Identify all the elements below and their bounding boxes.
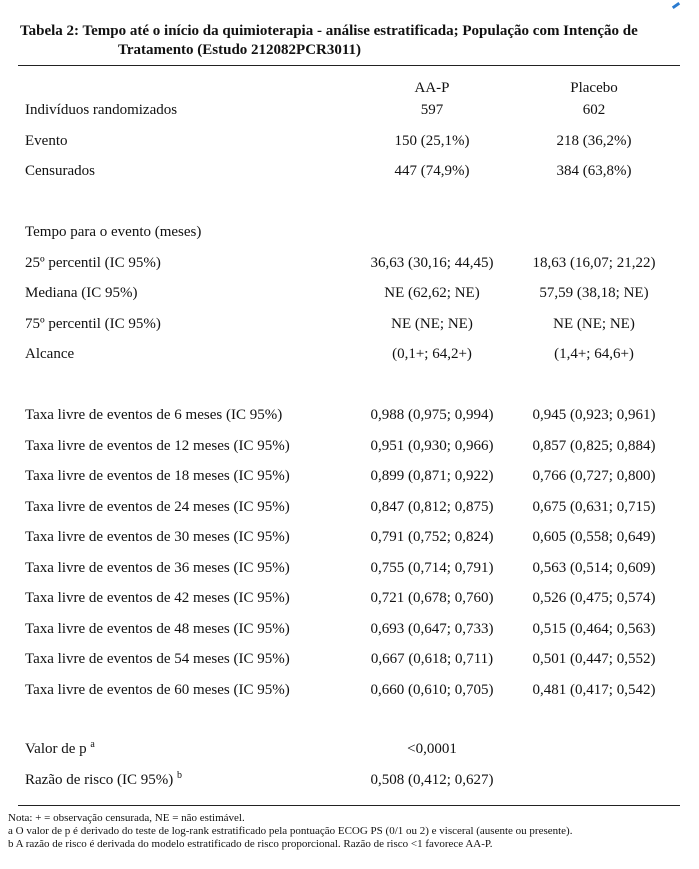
table-row	[0, 770, 699, 790]
row-label: Taxa livre de eventos de 42 meses (IC 95%)	[25, 590, 290, 606]
note-line: a O valor de p é derivado do teste de log-rank estratificado pela pontuação ECOG PS (0/1 ou 2) e visceral (ausente ou presente).	[8, 825, 573, 837]
table-row	[0, 253, 699, 273]
cell-placebo: 0,501 (0,447; 0,552)	[532, 651, 656, 667]
row-label: Taxa livre de eventos de 60 meses (IC 95%)	[25, 682, 290, 698]
row-label-text: Valor de p	[25, 741, 87, 757]
row-label: Taxa livre de eventos de 30 meses (IC 95%)	[25, 529, 290, 545]
row-label: Taxa livre de eventos de 12 meses (IC 95%)	[25, 438, 290, 454]
note-line: Nota: + = observação censurada, NE = não estimável.	[8, 812, 245, 824]
row-label: Alcance	[25, 346, 75, 362]
row-label: Taxa livre de eventos de 48 meses (IC 95%)	[25, 621, 290, 637]
cell-aa-p: 0,755 (0,714; 0,791)	[370, 560, 494, 576]
cell-placebo: 602	[582, 102, 606, 118]
row-label: Mediana (IC 95%)	[25, 285, 138, 301]
table-row	[0, 344, 699, 364]
cell-placebo: 0,675 (0,631; 0,715)	[532, 499, 656, 515]
row-label: Evento	[25, 133, 68, 149]
cell-placebo: 0,605 (0,558; 0,649)	[532, 529, 656, 545]
row-label: Taxa livre de eventos de 6 meses (IC 95%)	[25, 407, 283, 423]
cell-placebo: 0,857 (0,825; 0,884)	[532, 438, 656, 454]
cell-placebo: 0,526 (0,475; 0,574)	[532, 590, 656, 606]
table-row	[0, 283, 699, 303]
row-label: 75º percentil (IC 95%)	[25, 316, 161, 332]
row-label: Taxa livre de eventos de 54 meses (IC 95%)	[25, 651, 290, 667]
table-row	[0, 739, 699, 759]
cell-placebo: 0,481 (0,417; 0,542)	[532, 682, 656, 698]
cell-aa-p: 447 (74,9%)	[394, 163, 470, 179]
cell-aa-p: 0,660 (0,610; 0,705)	[370, 682, 494, 698]
cell-placebo: 384 (63,8%)	[556, 163, 632, 179]
table-row	[0, 558, 699, 578]
cell-placebo: NE (NE; NE)	[553, 316, 635, 332]
cell-aa-p: 150 (25,1%)	[394, 133, 470, 149]
cell-aa-p: NE (NE; NE)	[391, 316, 473, 332]
cell-aa-p: 0,951 (0,930; 0,966)	[370, 438, 494, 454]
cell-aa-p: 0,791 (0,752; 0,824)	[370, 529, 494, 545]
table-title	[20, 22, 680, 60]
cell-aa-p: 0,693 (0,647; 0,733)	[370, 621, 494, 637]
row-label	[25, 770, 182, 790]
table-row	[0, 466, 699, 486]
cell-aa-p: 36,63 (30,16; 44,45)	[370, 255, 494, 271]
table-row	[0, 100, 699, 120]
cell-aa-p: 0,988 (0,975; 0,994)	[370, 407, 494, 423]
row-label-text: Razão de risco (IC 95%)	[25, 772, 174, 788]
row-label: Taxa livre de eventos de 18 meses (IC 95%)	[25, 468, 290, 484]
table-row	[0, 588, 699, 608]
table-title-line-2: Tratamento (Estudo 212082PCR3011)	[118, 42, 362, 58]
row-label: Indivíduos randomizados	[25, 102, 178, 118]
cell-aa-p: 0,899 (0,871; 0,922)	[370, 468, 494, 484]
table-row	[0, 405, 699, 425]
cell-aa-p: 597	[420, 102, 444, 118]
table-bottom-rule	[18, 805, 680, 806]
cell-aa-p: NE (62,62; NE)	[384, 285, 480, 301]
note-line: b A razão de risco é derivada do modelo estratificado de risco proporcional. Razão de risco <1 favorece AA-P.	[8, 838, 493, 850]
cell-placebo: (1,4+; 64,6+)	[554, 346, 634, 362]
table-row	[0, 497, 699, 517]
column-header-aa-p: AA-P	[414, 80, 450, 96]
table-row	[0, 436, 699, 456]
cell-aa-p: 0,847 (0,812; 0,875)	[370, 499, 494, 515]
table-row	[0, 649, 699, 669]
cell-placebo: 0,515 (0,464; 0,563)	[532, 621, 656, 637]
cell-placebo: 57,59 (38,18; NE)	[539, 285, 649, 301]
cell-placebo: 18,63 (16,07; 21,22)	[532, 255, 656, 271]
cell-aa-p: (0,1+; 64,2+)	[392, 346, 472, 362]
table-row	[0, 680, 699, 700]
table-section-heading	[0, 222, 699, 242]
table-notes	[8, 812, 572, 851]
table-title-line-1: Tabela 2: Tempo até o início da quimioterapia - análise estratificada; População com Intenção de	[20, 23, 638, 39]
cell-aa-p: <0,0001	[407, 741, 457, 757]
row-label	[25, 739, 95, 759]
cell-placebo: 0,563 (0,514; 0,609)	[532, 560, 656, 576]
table-row	[0, 314, 699, 334]
cell-aa-p: 0,721 (0,678; 0,760)	[370, 590, 494, 606]
table-row	[0, 527, 699, 547]
cell-placebo: 218 (36,2%)	[556, 133, 632, 149]
cell-placebo: 0,945 (0,923; 0,961)	[532, 407, 656, 423]
table-top-rule	[18, 65, 680, 66]
cell-aa-p: 0,667 (0,618; 0,711)	[370, 651, 494, 667]
corner-mark	[672, 2, 680, 9]
row-label: Taxa livre de eventos de 24 meses (IC 95%)	[25, 499, 290, 515]
footnote-marker: b	[177, 770, 183, 781]
row-label: Censurados	[25, 163, 95, 179]
row-label: Tempo para o evento (meses)	[25, 224, 202, 240]
row-label: 25º percentil (IC 95%)	[25, 255, 161, 271]
table-row	[0, 131, 699, 151]
row-label: Taxa livre de eventos de 36 meses (IC 95%)	[25, 560, 290, 576]
cell-aa-p: 0,508 (0,412; 0,627)	[370, 772, 494, 788]
table-row	[0, 619, 699, 639]
table-row	[0, 161, 699, 181]
footnote-marker: a	[90, 739, 95, 750]
column-header-placebo: Placebo	[570, 80, 618, 96]
cell-placebo: 0,766 (0,727; 0,800)	[532, 468, 656, 484]
